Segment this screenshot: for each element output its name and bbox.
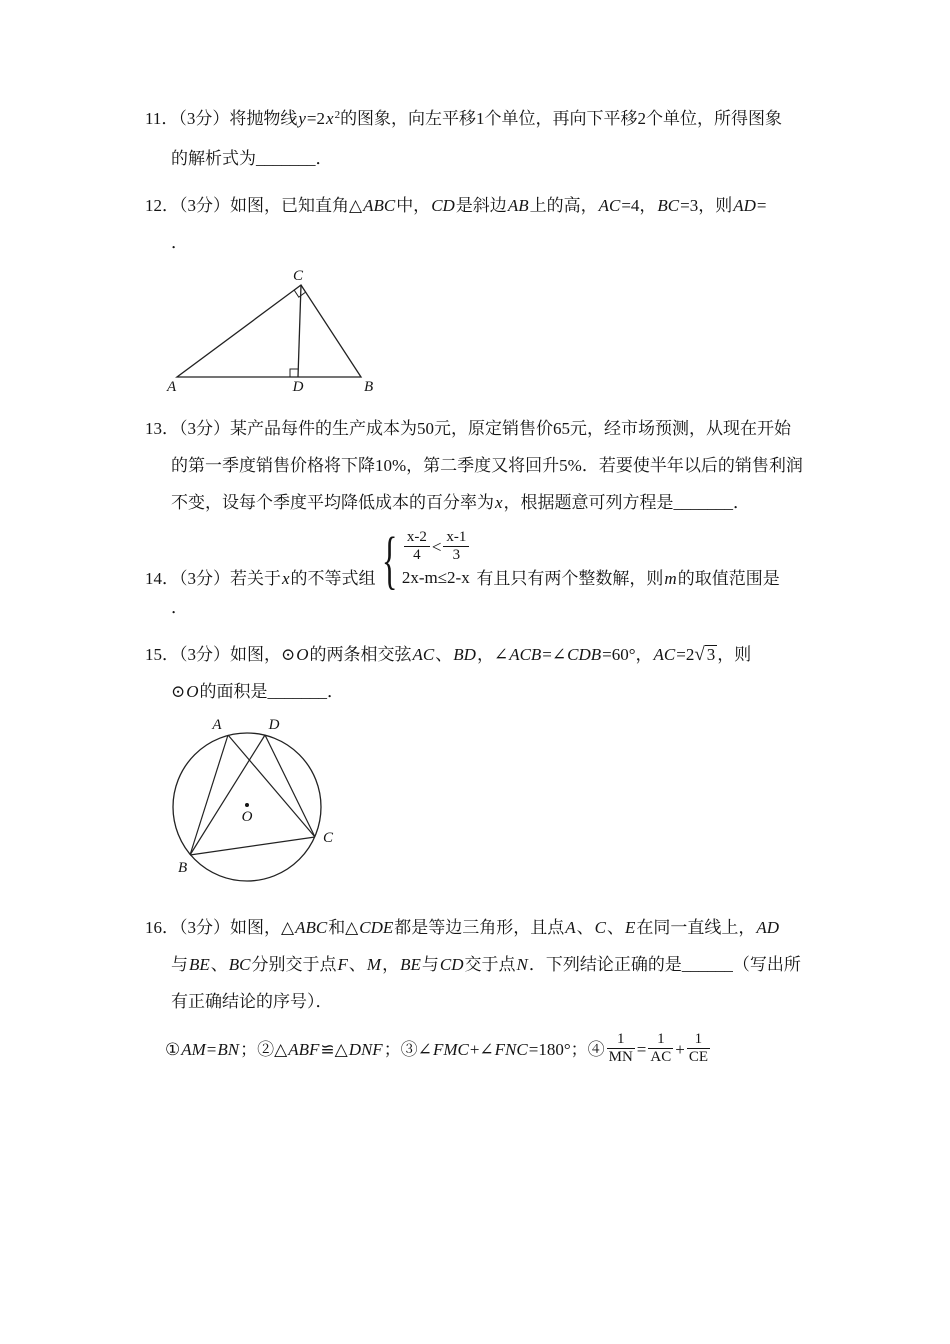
text-segment: ，根据题意可列方程是 [503, 493, 674, 512]
text-segment: =2 [306, 109, 326, 128]
text-segment: AB [507, 196, 529, 215]
q12-line-1 [145, 187, 835, 224]
text-segment: ______ [681, 954, 733, 974]
center-point [245, 803, 249, 807]
q13-line-2 [145, 447, 835, 484]
text-segment: 、 [435, 644, 453, 664]
text-segment: m [664, 568, 677, 588]
text-segment: 、 [210, 954, 228, 974]
text-segment: 、 [607, 917, 624, 937]
text-segment: BN [217, 1039, 240, 1059]
text-segment: 13．（3分）某产品每件的生产成本为50元，原定销售价65元，经市场预测，从现在开始 [145, 419, 791, 438]
text-segment: ABC [363, 196, 396, 215]
question-11 [145, 100, 835, 177]
question-13 [145, 410, 835, 521]
text-segment: 4 [413, 547, 421, 564]
q13-line-1 [145, 410, 835, 447]
text-segment: BC [657, 196, 680, 215]
text-segment: ⊙ [171, 681, 186, 701]
circle-figure [169, 718, 355, 893]
text-segment: AC [650, 1049, 672, 1066]
text-segment: +∠ [469, 1039, 494, 1059]
text-segment: x [495, 493, 503, 512]
text-segment: _______ [256, 149, 316, 168]
center-label-o: O [241, 808, 253, 825]
vertex-label-b: B [364, 379, 374, 395]
fraction [443, 529, 469, 565]
q15-line-2 [145, 673, 835, 710]
text-segment: + [675, 1039, 685, 1059]
text-segment: CDE [359, 917, 394, 937]
text-segment: 的解析式为 [171, 149, 256, 168]
text-segment: MN [608, 1049, 633, 1066]
text-segment: x [282, 568, 290, 588]
text-segment: ． [171, 233, 188, 252]
text-segment: ． [733, 493, 751, 512]
text-segment: ， [382, 954, 400, 974]
text-segment: BD [453, 644, 476, 664]
text-segment: CE [688, 1049, 708, 1066]
text-segment: ． [171, 597, 188, 617]
text-segment: AC [412, 644, 435, 664]
text-segment: ． [315, 149, 333, 168]
fraction [607, 1031, 635, 1067]
chord-bc [190, 837, 315, 855]
text-segment: 和△ [328, 917, 359, 937]
text-segment: 16．（3分）如图，△ [145, 917, 295, 937]
text-segment: 14．（3分）若关于 [145, 568, 281, 588]
question-15 [145, 636, 835, 893]
question-12 [145, 187, 835, 400]
text-segment: 、 [348, 954, 366, 974]
text-segment: 的图象，向左平移1个单位，再向下平移2个单位，所得图象 [340, 109, 783, 128]
text-segment: ABF [288, 1039, 320, 1059]
text-segment: 的第一季度销售价格将下降10%，第二季度又将回升5%．若要使半年以后的销售利润 [171, 456, 803, 475]
text-segment: FNC [494, 1039, 528, 1059]
text-segment: FMC [432, 1039, 469, 1059]
text-segment: O [296, 644, 309, 664]
text-segment: CD [439, 954, 464, 974]
point-label-c: C [323, 829, 334, 846]
text-segment: ，则 [717, 644, 752, 664]
text-segment: 中， [396, 196, 431, 215]
text-segment: ，∠ [476, 644, 509, 664]
text-segment: = [636, 1039, 647, 1059]
text-segment: ；②△ [240, 1039, 288, 1059]
chord-dc [265, 735, 315, 837]
q16-line-1 [145, 909, 835, 946]
text-segment: =180°；④ [528, 1039, 605, 1059]
text-segment: ．下列结论正确的是 [528, 954, 682, 974]
text-segment: x [326, 109, 334, 128]
text-segment: x-1 [446, 529, 467, 545]
text-segment: （写出所 [732, 954, 801, 974]
text-segment: 2 [334, 109, 341, 121]
text-segment: 、 [576, 917, 594, 937]
text-segment: AM [181, 1039, 206, 1059]
text-segment: _______ [267, 681, 328, 701]
text-segment: 的面积是 [199, 681, 268, 701]
system-row [402, 567, 470, 589]
q15-line-1 [145, 636, 835, 673]
text-segment: 分别交于点 [251, 954, 337, 974]
q13-line-3 [145, 484, 835, 521]
fraction [687, 1031, 710, 1067]
triangle-outline [177, 285, 361, 377]
right-triangle-figure [165, 267, 377, 400]
chord-db [190, 735, 265, 855]
text-segment: M [366, 954, 382, 974]
system-row [402, 531, 472, 567]
text-segment: ① [165, 1039, 181, 1059]
text-segment: CD [431, 196, 455, 215]
text-segment: 与 [171, 954, 188, 974]
vertex-label-a: A [167, 379, 177, 395]
q14-line-1 [145, 523, 835, 596]
text-segment: x-2 [406, 529, 427, 545]
system-brace: { [381, 523, 397, 596]
text-segment: = [756, 196, 767, 215]
vertex-label-d: D [292, 379, 304, 395]
right-angle-mark-c [294, 285, 305, 297]
text-segment: ；③∠ [383, 1039, 432, 1059]
text-segment: BE [189, 954, 210, 974]
text-segment: 15．（3分）如图，⊙ [145, 644, 296, 664]
q11-line-2 [145, 140, 835, 177]
text-segment: CDB [567, 644, 602, 664]
text-segment: 1 [694, 1030, 703, 1047]
text-segment: 11．（3分）将抛物线 [145, 109, 298, 128]
text-segment: = [206, 1039, 217, 1059]
text-segment: ． [327, 681, 345, 701]
text-segment: 是斜边 [455, 196, 507, 215]
text-segment: AC [598, 196, 621, 215]
q16-line-2 [145, 946, 835, 983]
vertex-label-c: C [292, 268, 304, 284]
text-segment: =60°， [602, 644, 653, 664]
q11-line-1 [145, 100, 835, 140]
text-segment: 与 [421, 954, 439, 974]
text-segment: 不变，设每个季度平均降低成本的百分率为 [171, 493, 494, 512]
text-segment: BE [400, 954, 421, 974]
point-label-a: A [212, 717, 222, 733]
text-segment: F [337, 954, 348, 974]
text-segment: =2 [676, 644, 695, 664]
text-segment: 的不等式组 [290, 568, 376, 588]
text-segment: E [625, 917, 636, 937]
text-segment: 1 [657, 1030, 665, 1047]
text-segment: y [298, 109, 306, 128]
q16-line-3 [145, 983, 835, 1020]
text-segment: 交于点 [464, 954, 516, 974]
text-segment: AC [653, 644, 676, 664]
point-label-d: D [268, 717, 280, 733]
text-segment: 12．（3分）如图，已知直角△ [145, 196, 363, 215]
text-segment: 的两条相交弦 [309, 644, 412, 664]
text-segment: ≌△ [320, 1039, 348, 1059]
fraction [648, 1031, 673, 1067]
text-segment: =3，则 [680, 196, 733, 215]
text-segment: =4， [621, 196, 657, 215]
text-segment: 3 [452, 547, 461, 564]
text-segment: 2x-m≤2-x [401, 567, 470, 587]
text-segment: ACB [509, 644, 542, 664]
text-segment: O [186, 681, 199, 701]
point-label-b: B [178, 859, 188, 876]
text-segment: _______ [673, 493, 734, 512]
text-segment: < [431, 537, 442, 557]
text-segment: ABC [295, 917, 328, 937]
fraction [404, 529, 430, 565]
q16-options-line [145, 1026, 835, 1074]
text-segment: 都是等边三角形，且点 [394, 917, 565, 937]
question-16 [145, 909, 835, 1074]
text-segment: A [565, 917, 576, 937]
text-segment: 有且只有两个整数解，则 [476, 568, 664, 588]
text-segment: 的取值范围是 [677, 568, 780, 588]
circle-svg [169, 718, 355, 888]
text-segment: BC [228, 954, 251, 974]
text-segment: DNF [348, 1039, 383, 1059]
text-segment: =∠ [542, 644, 567, 664]
text-segment: 有正确结论的序号）． [171, 991, 333, 1011]
right-angle-mark-d [290, 369, 298, 377]
question-14 [145, 523, 835, 626]
sqrt-expression: √ 3 [694, 643, 716, 665]
text-segment: C [594, 917, 606, 937]
text-segment: 上的高， [529, 196, 598, 215]
q14-line-2 [145, 589, 835, 626]
text-segment: AD [733, 196, 756, 215]
text-segment: N [516, 954, 528, 974]
right-triangle-svg [165, 267, 377, 395]
inequality-system [381, 523, 472, 596]
q12-line-2 [145, 224, 835, 261]
text-segment: AD [756, 917, 780, 937]
altitude-cd-line [298, 285, 301, 377]
text-segment: 在同一直线上， [636, 917, 756, 937]
text-segment: 1 [616, 1030, 625, 1047]
